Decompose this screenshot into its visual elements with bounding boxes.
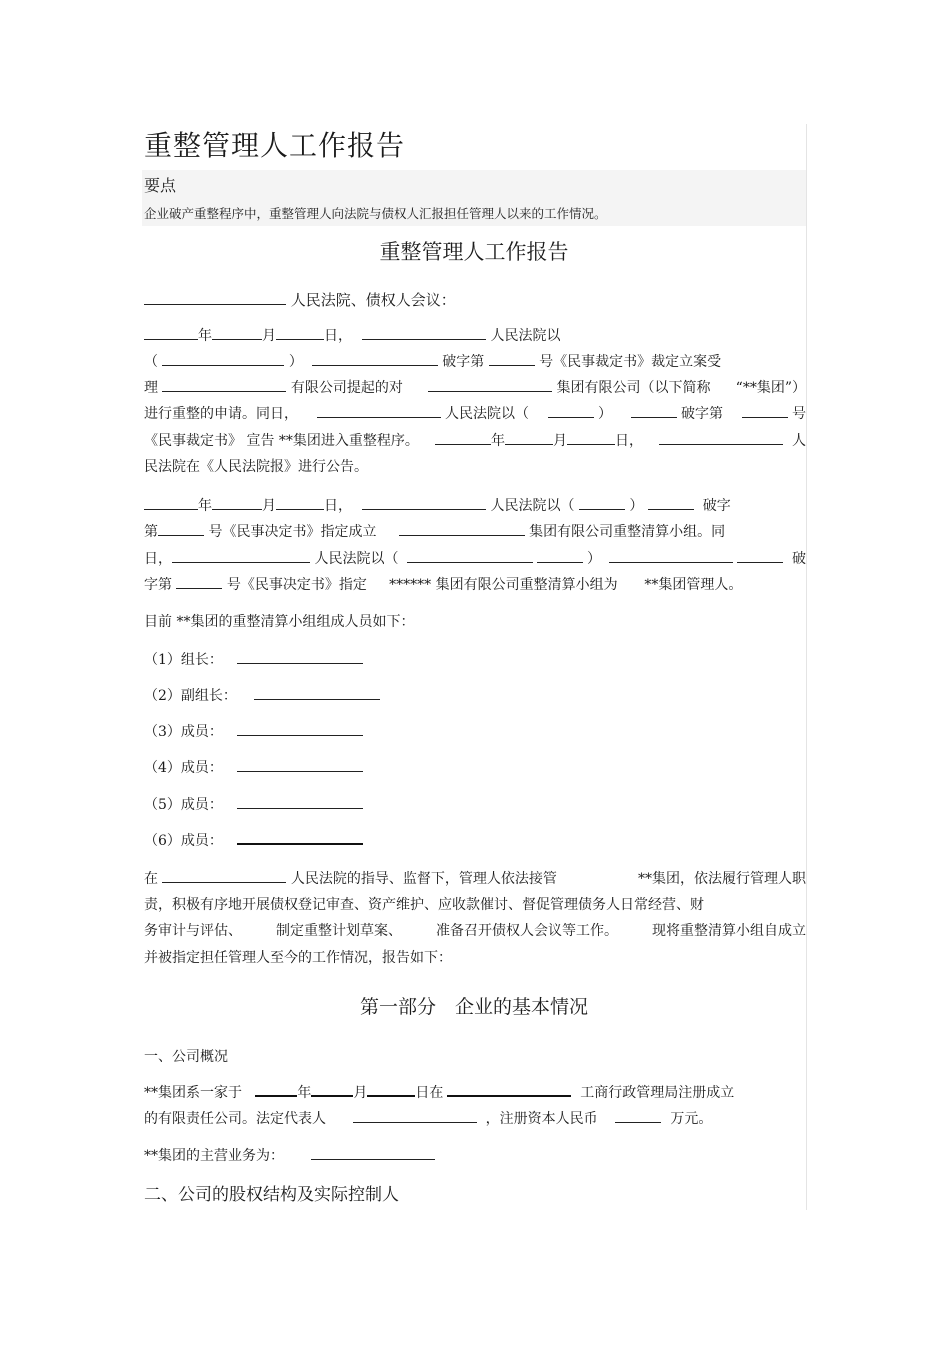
member-label: （1）组长：	[144, 652, 223, 668]
blank	[311, 1158, 435, 1160]
blank	[254, 698, 380, 700]
text: 万元。	[670, 1111, 713, 1127]
blank	[158, 534, 204, 536]
text: 现将重整清算小组自成立	[652, 923, 806, 939]
blank	[237, 807, 363, 809]
text: 破字	[702, 498, 731, 514]
section2-title: 二、公司的股权结构及实际控制人	[144, 1185, 399, 1205]
seg	[144, 866, 557, 892]
member-label: （5）成员：	[144, 797, 223, 813]
blank	[447, 1094, 571, 1097]
text: 理	[144, 380, 158, 396]
blank	[407, 561, 533, 563]
blank	[537, 561, 583, 563]
seg	[144, 546, 398, 572]
text: 号《民事决定书》指定	[226, 577, 367, 593]
text: 破	[792, 551, 806, 567]
text: 有限公司提起的对	[290, 380, 403, 396]
text: 号《民事裁定书》裁定立案受	[539, 354, 722, 370]
blank-court	[144, 303, 286, 305]
text: 日，	[615, 433, 643, 449]
part1-title: 第一部分 企业的基本情况	[359, 996, 588, 1018]
para1-line1	[144, 323, 560, 349]
member-row	[144, 719, 363, 745]
para1-line5	[144, 428, 806, 454]
blank	[362, 508, 486, 510]
blank	[162, 390, 286, 392]
text: 月	[553, 433, 567, 449]
text: 日，	[324, 498, 352, 514]
company-line3	[144, 1143, 435, 1169]
text: 人民法院以（	[314, 551, 399, 567]
text: ****** 集团有限公司重整清算小组为	[389, 577, 618, 593]
member-label: （6）成员：	[144, 833, 223, 849]
member-row	[144, 755, 363, 781]
text: 月	[353, 1085, 368, 1101]
blank	[144, 508, 198, 510]
members-intro: 目前 **集团的重整清算小组组成人员如下：	[144, 614, 415, 630]
summary-text: 企业破产重整程序中，重整管理人向法院与债权人汇报担任管理人以来的工作情况。	[144, 206, 607, 221]
seg	[407, 546, 601, 572]
addressee-line	[144, 287, 456, 313]
text: 月	[262, 328, 276, 344]
blank	[276, 508, 324, 510]
blank	[176, 587, 222, 589]
text: 在	[144, 871, 158, 887]
seg	[659, 428, 806, 454]
blank	[367, 1094, 415, 1097]
text: 人民法院以（	[445, 406, 529, 422]
text: 月	[262, 498, 276, 514]
company-line2	[144, 1106, 712, 1132]
text: **集团管理人。	[644, 577, 743, 593]
blank	[615, 1121, 661, 1123]
blank	[317, 416, 441, 418]
text: 字第	[144, 577, 172, 593]
para3-line1	[144, 866, 806, 892]
text: 制定重整计划草案、	[276, 923, 402, 939]
blank	[311, 1094, 353, 1097]
blank	[505, 443, 553, 445]
text: **集团系一家于	[144, 1085, 242, 1101]
blank	[237, 734, 363, 736]
para2-line2	[144, 519, 725, 545]
text: 号	[792, 406, 806, 422]
blank	[237, 842, 363, 845]
blank	[579, 508, 625, 510]
member-row	[144, 792, 363, 818]
text: 年	[198, 498, 212, 514]
seg	[631, 401, 723, 427]
text: ）	[629, 498, 644, 514]
para3-line4: 并被指定担任管理人至今的工作情况，报告如下：	[144, 950, 452, 966]
blank	[276, 338, 324, 340]
text: 的有限责任公司。法定代表人	[144, 1111, 326, 1127]
text: 务审计与评估、	[144, 923, 242, 939]
blank	[567, 443, 615, 445]
text: 第	[144, 524, 158, 540]
text: 破字第	[681, 406, 723, 422]
text: 进行重整的申请。同日，	[144, 406, 298, 422]
blank	[659, 443, 783, 445]
blank	[212, 338, 262, 340]
text: **集团的主营业务为：	[144, 1148, 284, 1164]
text: 日，	[324, 328, 352, 344]
text: （	[144, 354, 158, 370]
text: 日，	[144, 551, 172, 567]
text: 日在	[415, 1085, 444, 1101]
seg	[317, 401, 529, 427]
blank	[742, 416, 788, 418]
text: 集团有限公司重整清算小组。同	[529, 524, 726, 540]
text: 破字第	[442, 354, 485, 370]
blank	[162, 881, 286, 883]
blank	[399, 534, 525, 536]
blank	[489, 364, 535, 366]
member-label: （4）成员：	[144, 760, 223, 776]
para1-line2	[144, 349, 721, 375]
member-label: （2）副组长：	[144, 688, 237, 704]
para3-line2: 责，积极有序地开展债权登记审查、资产维护、应收款催讨、督促管理债务人日常经营、财	[144, 897, 704, 913]
seg	[609, 546, 806, 572]
text: 年	[297, 1085, 312, 1101]
blank	[237, 662, 363, 664]
text: ，注册资本人民币	[485, 1111, 598, 1127]
seg	[428, 375, 710, 401]
text: 人民法院以	[490, 328, 561, 344]
para1-line3	[144, 375, 806, 401]
text: 年	[491, 433, 505, 449]
blank	[737, 561, 783, 563]
blank	[435, 443, 491, 445]
member-label: （3）成员：	[144, 724, 223, 740]
section1-title: 一、公司概况	[144, 1049, 228, 1065]
text: 号《民事决定书》指定成立	[208, 524, 377, 540]
text: “**集团”）	[735, 380, 806, 396]
text: **集团，依法履行管理人职	[638, 871, 806, 887]
blank	[212, 508, 262, 510]
para2-line1	[144, 493, 731, 519]
para1-line6: 民法院在《人民法院报》进行公告。	[144, 459, 368, 475]
text: 准备召开债权人会议等工作。	[436, 923, 618, 939]
text: 人民法院以（	[490, 498, 575, 514]
blank	[162, 364, 284, 366]
report-title: 重整管理人工作报告	[379, 240, 569, 264]
member-row	[144, 647, 363, 673]
blank	[428, 390, 552, 392]
blank	[255, 1094, 297, 1097]
seg	[435, 428, 643, 454]
blank	[609, 561, 733, 563]
text: 人	[792, 433, 806, 449]
text: 人民法院的指导、监督下，管理人依法接管	[290, 871, 557, 887]
blank	[648, 508, 694, 510]
para2-line4	[144, 572, 742, 598]
seg	[548, 401, 612, 427]
blank	[548, 416, 594, 418]
text: ）	[587, 551, 601, 567]
blank	[362, 338, 486, 340]
summary-heading: 要点	[144, 176, 177, 195]
text: 工商行政管理局注册成立	[580, 1085, 735, 1101]
seg	[144, 375, 403, 401]
para3-line3	[144, 918, 806, 944]
text: 年	[198, 328, 212, 344]
member-row	[144, 828, 363, 854]
para2-line3	[144, 546, 806, 572]
company-line1	[144, 1080, 734, 1106]
text: 集团有限公司（以下简称	[556, 380, 711, 396]
member-row	[144, 683, 380, 709]
blank	[312, 364, 438, 366]
addressee-text: 人民法院、债权人会议：	[290, 291, 456, 309]
text: ）	[598, 406, 612, 422]
blank	[144, 338, 198, 340]
blank	[631, 416, 677, 418]
para1-line4	[144, 401, 806, 427]
blank	[237, 770, 363, 772]
text: ）	[288, 354, 303, 370]
page-title: 重整管理人工作报告	[144, 129, 406, 162]
text: 《民事裁定书》 宣告 **集团进入重整程序。	[144, 433, 419, 449]
seg	[742, 401, 806, 427]
blank	[353, 1121, 477, 1123]
blank	[172, 561, 310, 563]
